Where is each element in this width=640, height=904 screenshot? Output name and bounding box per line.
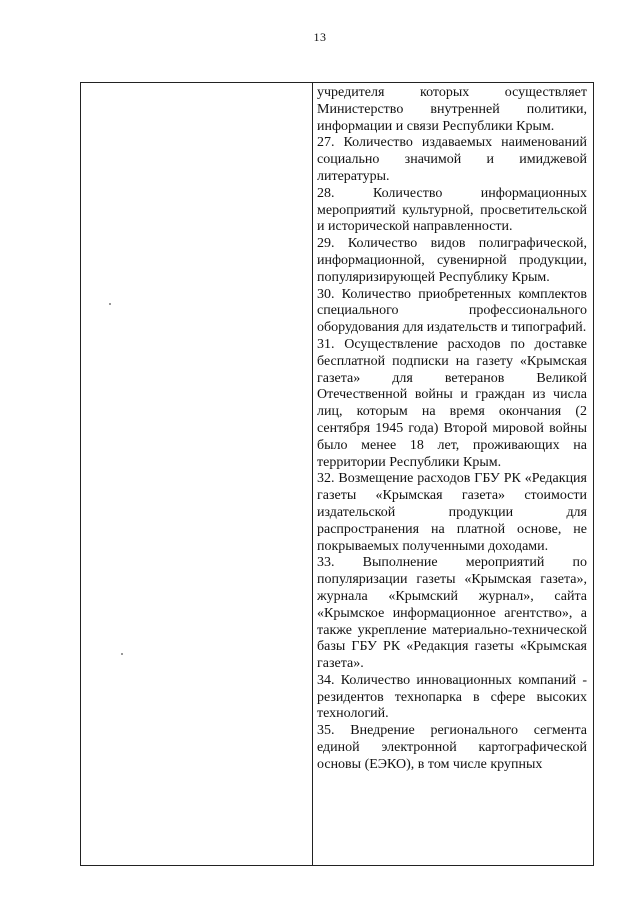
table-paragraph: 29. Количество видов полиграфической, информационной, сувенирной продукции, популяризирующей Республику Крым. <box>317 236 587 285</box>
table-paragraph: 30. Количество приобретенных комплектов специального профессионального оборудования для издательств и типографий. <box>317 286 587 336</box>
table-paragraph: 34. Количество инновационных компаний - резидентов технопарка в сфере высоких технологий. <box>317 672 587 722</box>
table-paragraph: 33. Выполнение мероприятий по популяризации газеты «Крымская газета», журнала «Крымский журнал», сайта «Крымское информационное агентство», а также укрепление материально-технической базы ГБУ РК «Редакция газеты «Крымская газета». <box>317 555 587 672</box>
table-paragraph: 27. Количество издаваемых наименований социально значимой и имиджевой литературы. <box>317 135 587 184</box>
scan-speck <box>121 653 123 655</box>
table-right-cell <box>317 83 587 865</box>
table-paragraph: 35. Внедрение регионального сегмента единой электронной картографической основы (ЕЭКО), в том числе крупных <box>317 723 587 772</box>
scan-speck <box>109 303 111 305</box>
table-paragraph: 28. Количество информационных мероприятий культурной, просветительской и исторической направленности. <box>317 185 587 235</box>
page-number: 13 <box>313 30 327 44</box>
document-table <box>80 82 594 866</box>
table-left-cell <box>81 83 312 865</box>
column-divider <box>312 83 313 865</box>
table-paragraph: учредителя которых осуществляет Министерство внутренней политики, информации и связи Республики Крым. <box>317 85 587 134</box>
table-paragraph: 32. Возмещение расходов ГБУ РК «Редакция газеты «Крымская газета» стоимости издательской продукции для распространения на платной основе, не покрываемых полученными доходами. <box>317 471 587 554</box>
table-paragraph: 31. Осуществление расходов по доставке бесплатной подписки на газету «Крымская газета» для ветеранов Великой Отечественной войны и граждан из числа лиц, которым на время окончания (2 сентября 1945 года) Второй мировой войны было менее 18 лет, проживающих на территории Республики Крым. <box>317 336 587 470</box>
